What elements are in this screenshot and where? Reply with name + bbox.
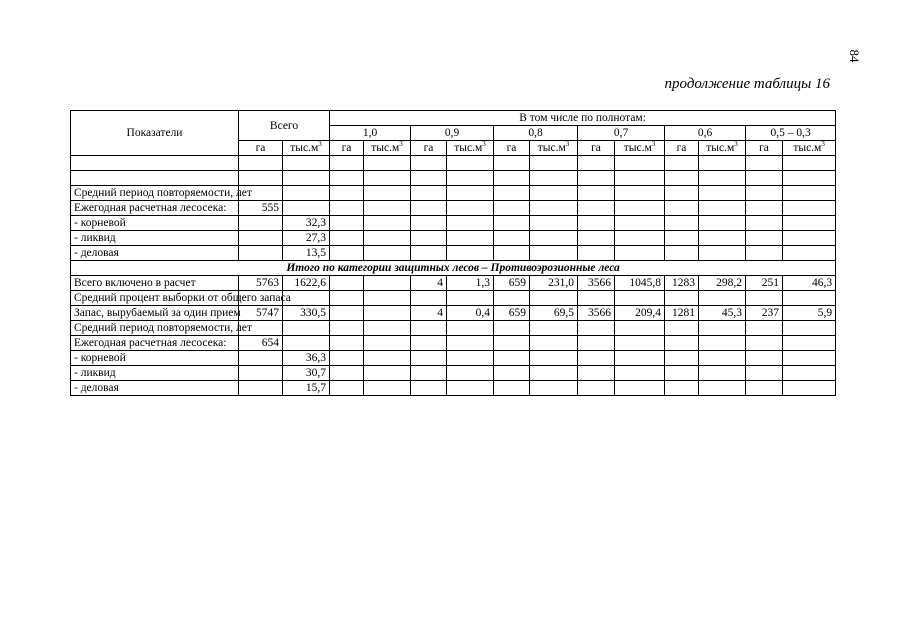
table-cell bbox=[665, 231, 699, 246]
table-cell bbox=[239, 366, 283, 381]
table-cell: 3566 bbox=[578, 276, 615, 291]
table-row bbox=[71, 306, 836, 321]
table-cell bbox=[447, 186, 494, 201]
table-cell: 46,3 bbox=[783, 276, 836, 291]
table-cell bbox=[447, 201, 494, 216]
table-cell bbox=[783, 186, 836, 201]
empty-cell bbox=[615, 156, 665, 171]
table-cell bbox=[783, 291, 836, 306]
table-cell bbox=[746, 366, 783, 381]
row-label: - ликвид bbox=[71, 366, 239, 381]
table-cell: 15,7 bbox=[283, 381, 330, 396]
table-cell bbox=[283, 186, 330, 201]
table-cell bbox=[746, 246, 783, 261]
unit-volume-text: тыс.м bbox=[290, 142, 319, 154]
empty-cell bbox=[746, 171, 783, 186]
row-label: Средний период повторяемости, лет bbox=[71, 186, 239, 201]
table-row bbox=[71, 216, 836, 231]
unit-volume-superscript: 3 bbox=[821, 140, 825, 149]
table-cell bbox=[665, 246, 699, 261]
header-indicators: Показатели bbox=[71, 111, 239, 156]
table-cell bbox=[364, 276, 411, 291]
table-cell bbox=[330, 321, 364, 336]
empty-cell bbox=[578, 156, 615, 171]
unit-volume-superscript: 3 bbox=[482, 140, 486, 149]
header-unit-volume bbox=[447, 141, 494, 156]
table-cell bbox=[330, 366, 364, 381]
table-cell bbox=[530, 291, 578, 306]
table-cell: 32,3 bbox=[283, 216, 330, 231]
table-cell bbox=[364, 351, 411, 366]
table-cell bbox=[239, 381, 283, 396]
empty-cell bbox=[665, 171, 699, 186]
table-cell bbox=[615, 216, 665, 231]
table-cell bbox=[411, 201, 447, 216]
table-cell bbox=[494, 216, 530, 231]
table-cell: 654 bbox=[239, 336, 283, 351]
table-cell: 36,3 bbox=[283, 351, 330, 366]
table-cell bbox=[746, 231, 783, 246]
table-cell bbox=[283, 321, 330, 336]
table-cell bbox=[578, 246, 615, 261]
table-cell bbox=[746, 321, 783, 336]
row-label: Средний период повторяемости, лет bbox=[71, 321, 239, 336]
header-unit-volume bbox=[699, 141, 746, 156]
table-cell bbox=[530, 336, 578, 351]
row-label: Запас, вырубаемый за один прием bbox=[71, 306, 239, 321]
table-cell bbox=[783, 201, 836, 216]
empty-cell bbox=[447, 156, 494, 171]
table-cell bbox=[447, 336, 494, 351]
table-cell bbox=[239, 246, 283, 261]
table-cell bbox=[665, 201, 699, 216]
table-cell bbox=[330, 246, 364, 261]
table-cell bbox=[494, 291, 530, 306]
table-cell bbox=[411, 216, 447, 231]
empty-cell bbox=[530, 156, 578, 171]
table-cell bbox=[665, 336, 699, 351]
unit-volume-superscript: 3 bbox=[318, 140, 322, 149]
table-row bbox=[71, 276, 836, 291]
table-cell bbox=[530, 381, 578, 396]
table-cell bbox=[330, 381, 364, 396]
table-cell bbox=[411, 246, 447, 261]
section-title: Итого по категории защитных лесов – Противоэрозионные леса bbox=[71, 261, 836, 276]
table-cell: 3566 bbox=[578, 306, 615, 321]
table-cell bbox=[530, 201, 578, 216]
table-cell: 555 bbox=[239, 201, 283, 216]
table-cell bbox=[530, 186, 578, 201]
header-unit-volume bbox=[615, 141, 665, 156]
table-cell: 5763 bbox=[239, 276, 283, 291]
empty-cell bbox=[239, 171, 283, 186]
table-cell bbox=[447, 231, 494, 246]
empty-cell bbox=[364, 171, 411, 186]
unit-volume-text: тыс.м bbox=[537, 142, 566, 154]
table-row bbox=[71, 186, 836, 201]
table-cell bbox=[615, 336, 665, 351]
table-cell bbox=[699, 381, 746, 396]
table-cell bbox=[578, 381, 615, 396]
table-cell bbox=[330, 336, 364, 351]
row-label: - корневой bbox=[71, 216, 239, 231]
table-cell: 1045,8 bbox=[615, 276, 665, 291]
table-caption: продолжение таблицы 16 bbox=[664, 76, 830, 92]
table-cell bbox=[699, 186, 746, 201]
table-cell bbox=[411, 291, 447, 306]
table-cell bbox=[615, 246, 665, 261]
table-cell: 5,9 bbox=[783, 306, 836, 321]
empty-cell bbox=[364, 156, 411, 171]
table-cell bbox=[494, 201, 530, 216]
table-cell bbox=[578, 231, 615, 246]
row-label: - деловая bbox=[71, 246, 239, 261]
table-cell bbox=[330, 276, 364, 291]
header-unit-ha: га bbox=[665, 141, 699, 156]
table-cell bbox=[530, 351, 578, 366]
table-row bbox=[71, 366, 836, 381]
table-cell bbox=[699, 216, 746, 231]
table-cell: 237 bbox=[746, 306, 783, 321]
table-cell bbox=[615, 201, 665, 216]
empty-cell bbox=[283, 156, 330, 171]
empty-cell bbox=[699, 171, 746, 186]
table-cell bbox=[665, 291, 699, 306]
table-row bbox=[71, 231, 836, 246]
table-cell bbox=[411, 186, 447, 201]
table-cell bbox=[364, 231, 411, 246]
table-cell: 231,0 bbox=[530, 276, 578, 291]
row-label: Средний процент выборки от общего запаса bbox=[71, 291, 239, 306]
empty-cell bbox=[783, 171, 836, 186]
empty-cell bbox=[71, 156, 239, 171]
table-cell: 659 bbox=[494, 276, 530, 291]
table-cell bbox=[330, 351, 364, 366]
header-total: Всего bbox=[239, 111, 330, 141]
table-cell: 27,3 bbox=[283, 231, 330, 246]
table-cell bbox=[783, 336, 836, 351]
table-cell bbox=[364, 336, 411, 351]
table-cell bbox=[783, 366, 836, 381]
table-cell bbox=[494, 381, 530, 396]
header-unit-volume bbox=[283, 141, 330, 156]
table-cell bbox=[746, 201, 783, 216]
table-cell bbox=[447, 381, 494, 396]
table-cell bbox=[699, 336, 746, 351]
table-cell bbox=[530, 366, 578, 381]
empty-cell bbox=[783, 156, 836, 171]
table-row bbox=[71, 291, 836, 306]
table-cell bbox=[330, 186, 364, 201]
table-cell bbox=[783, 216, 836, 231]
table-cell bbox=[665, 216, 699, 231]
table-cell: 30,7 bbox=[283, 366, 330, 381]
table-cell: 4 bbox=[411, 276, 447, 291]
table-cell bbox=[578, 291, 615, 306]
table-cell: 45,3 bbox=[699, 306, 746, 321]
header-density-5: 0,5 – 0,3 bbox=[746, 126, 836, 141]
table-cell bbox=[494, 231, 530, 246]
header-unit-ha: га bbox=[411, 141, 447, 156]
table-cell bbox=[665, 351, 699, 366]
table-cell bbox=[530, 231, 578, 246]
table-cell: 0,4 bbox=[447, 306, 494, 321]
table-cell bbox=[411, 336, 447, 351]
table-cell bbox=[783, 231, 836, 246]
table-cell bbox=[494, 366, 530, 381]
table-cell bbox=[411, 321, 447, 336]
table-cell bbox=[783, 321, 836, 336]
table-cell bbox=[447, 291, 494, 306]
table-cell bbox=[447, 351, 494, 366]
table-cell bbox=[578, 321, 615, 336]
empty-cell bbox=[283, 171, 330, 186]
table-cell bbox=[330, 216, 364, 231]
table-cell bbox=[330, 201, 364, 216]
row-label: - деловая bbox=[71, 381, 239, 396]
table-cell bbox=[746, 381, 783, 396]
empty-row bbox=[71, 156, 836, 171]
table-cell bbox=[615, 321, 665, 336]
row-label: Всего включено в расчет bbox=[71, 276, 239, 291]
row-label: - корневой bbox=[71, 351, 239, 366]
table-cell bbox=[494, 336, 530, 351]
header-unit-volume bbox=[364, 141, 411, 156]
unit-volume-text: тыс.м bbox=[454, 142, 483, 154]
table-cell bbox=[578, 186, 615, 201]
empty-cell bbox=[665, 156, 699, 171]
empty-cell bbox=[330, 156, 364, 171]
unit-volume-text: тыс.м bbox=[623, 142, 652, 154]
table-body bbox=[71, 156, 836, 396]
table-cell bbox=[364, 321, 411, 336]
table-row bbox=[71, 246, 836, 261]
table-cell bbox=[615, 291, 665, 306]
table-cell bbox=[615, 186, 665, 201]
table-cell bbox=[283, 336, 330, 351]
table-cell bbox=[330, 291, 364, 306]
table-cell bbox=[364, 366, 411, 381]
unit-volume-superscript: 3 bbox=[565, 140, 570, 149]
table-cell bbox=[494, 321, 530, 336]
table-row bbox=[71, 351, 836, 366]
table-cell bbox=[615, 231, 665, 246]
table-cell bbox=[665, 186, 699, 201]
empty-cell bbox=[746, 156, 783, 171]
table-cell bbox=[578, 366, 615, 381]
row-label: Ежегодная расчетная лесосека: bbox=[71, 201, 239, 216]
table-cell bbox=[447, 366, 494, 381]
table-cell bbox=[447, 321, 494, 336]
empty-row bbox=[71, 171, 836, 186]
table-cell: 209,4 bbox=[615, 306, 665, 321]
table-cell bbox=[411, 381, 447, 396]
table-cell bbox=[494, 351, 530, 366]
empty-cell bbox=[578, 171, 615, 186]
empty-cell bbox=[699, 156, 746, 171]
table-cell: 1622,6 bbox=[283, 276, 330, 291]
unit-volume-text: тыс.м bbox=[706, 142, 735, 154]
table-cell bbox=[746, 186, 783, 201]
unit-volume-text: тыс.м bbox=[793, 142, 822, 154]
table-cell bbox=[239, 351, 283, 366]
header-density-4: 0,6 bbox=[665, 126, 746, 141]
table-cell: 5747 bbox=[239, 306, 283, 321]
table-cell bbox=[283, 201, 330, 216]
table-row bbox=[71, 321, 836, 336]
table-cell bbox=[746, 216, 783, 231]
unit-volume-superscript: 3 bbox=[734, 140, 738, 149]
header-density-1: 0,9 bbox=[411, 126, 494, 141]
table-cell: 659 bbox=[494, 306, 530, 321]
table-cell bbox=[411, 351, 447, 366]
table-cell: 13,5 bbox=[283, 246, 330, 261]
table-cell: 251 bbox=[746, 276, 783, 291]
table-cell bbox=[665, 381, 699, 396]
header-density-2: 0,8 bbox=[494, 126, 578, 141]
table-cell bbox=[494, 246, 530, 261]
table-cell bbox=[239, 216, 283, 231]
table-cell bbox=[699, 351, 746, 366]
header-unit-volume bbox=[530, 141, 578, 156]
table-cell bbox=[699, 366, 746, 381]
row-label: - ликвид bbox=[71, 231, 239, 246]
table-cell: 69,5 bbox=[530, 306, 578, 321]
header-unit-volume bbox=[783, 141, 836, 156]
unit-volume-text: тыс.м bbox=[371, 142, 400, 154]
table-cell bbox=[530, 246, 578, 261]
table-cell: 330,5 bbox=[283, 306, 330, 321]
header-unit-ha: га bbox=[578, 141, 615, 156]
empty-cell bbox=[530, 171, 578, 186]
table-cell bbox=[699, 231, 746, 246]
table-cell: 4 bbox=[411, 306, 447, 321]
table-cell bbox=[578, 216, 615, 231]
forest-table bbox=[70, 110, 836, 396]
header-density-3: 0,7 bbox=[578, 126, 665, 141]
table-cell: 1283 bbox=[665, 276, 699, 291]
table-cell bbox=[699, 246, 746, 261]
empty-cell bbox=[239, 156, 283, 171]
table-header bbox=[71, 111, 836, 156]
unit-volume-superscript: 3 bbox=[651, 140, 656, 149]
table-row bbox=[71, 381, 836, 396]
empty-cell bbox=[494, 171, 530, 186]
table-cell bbox=[411, 366, 447, 381]
table-cell bbox=[364, 306, 411, 321]
table-cell bbox=[783, 381, 836, 396]
table-cell bbox=[665, 366, 699, 381]
table-cell bbox=[699, 321, 746, 336]
table-cell: 1281 bbox=[665, 306, 699, 321]
table-cell bbox=[746, 291, 783, 306]
table-cell bbox=[330, 306, 364, 321]
table-cell bbox=[699, 201, 746, 216]
empty-cell bbox=[494, 156, 530, 171]
table-cell bbox=[364, 186, 411, 201]
empty-cell bbox=[330, 171, 364, 186]
table-cell bbox=[330, 231, 364, 246]
table-cell bbox=[447, 246, 494, 261]
table-cell bbox=[783, 351, 836, 366]
table-cell bbox=[615, 351, 665, 366]
header-unit-ha: га bbox=[494, 141, 530, 156]
table-cell bbox=[578, 351, 615, 366]
table-cell: 1,3 bbox=[447, 276, 494, 291]
unit-volume-superscript: 3 bbox=[399, 140, 403, 149]
table-cell bbox=[239, 231, 283, 246]
table-cell bbox=[411, 231, 447, 246]
table-row bbox=[71, 201, 836, 216]
table-cell bbox=[364, 246, 411, 261]
header-by-density: В том числе по полнотам: bbox=[330, 111, 836, 126]
table-cell bbox=[447, 216, 494, 231]
table-cell bbox=[699, 291, 746, 306]
header-unit-ha: га bbox=[239, 141, 283, 156]
table-cell: 298,2 bbox=[699, 276, 746, 291]
table-cell bbox=[746, 336, 783, 351]
empty-cell bbox=[71, 171, 239, 186]
table-cell bbox=[615, 366, 665, 381]
table-cell bbox=[364, 381, 411, 396]
header-unit-ha: га bbox=[746, 141, 783, 156]
empty-cell bbox=[411, 171, 447, 186]
table-cell bbox=[578, 201, 615, 216]
table-cell bbox=[364, 201, 411, 216]
table-cell bbox=[364, 291, 411, 306]
header-unit-ha: га bbox=[330, 141, 364, 156]
table-cell bbox=[494, 186, 530, 201]
table-cell bbox=[578, 336, 615, 351]
section-row bbox=[71, 261, 836, 276]
table-cell bbox=[665, 321, 699, 336]
page-number: 84 bbox=[847, 49, 862, 63]
table-cell bbox=[364, 216, 411, 231]
table-cell bbox=[746, 351, 783, 366]
header-density-0: 1,0 bbox=[330, 126, 411, 141]
table-cell bbox=[530, 321, 578, 336]
empty-cell bbox=[411, 156, 447, 171]
table-cell bbox=[783, 246, 836, 261]
row-label: Ежегодная расчетная лесосека: bbox=[71, 336, 239, 351]
empty-cell bbox=[615, 171, 665, 186]
empty-cell bbox=[447, 171, 494, 186]
table-cell bbox=[530, 216, 578, 231]
table-row bbox=[71, 336, 836, 351]
table-cell bbox=[615, 381, 665, 396]
